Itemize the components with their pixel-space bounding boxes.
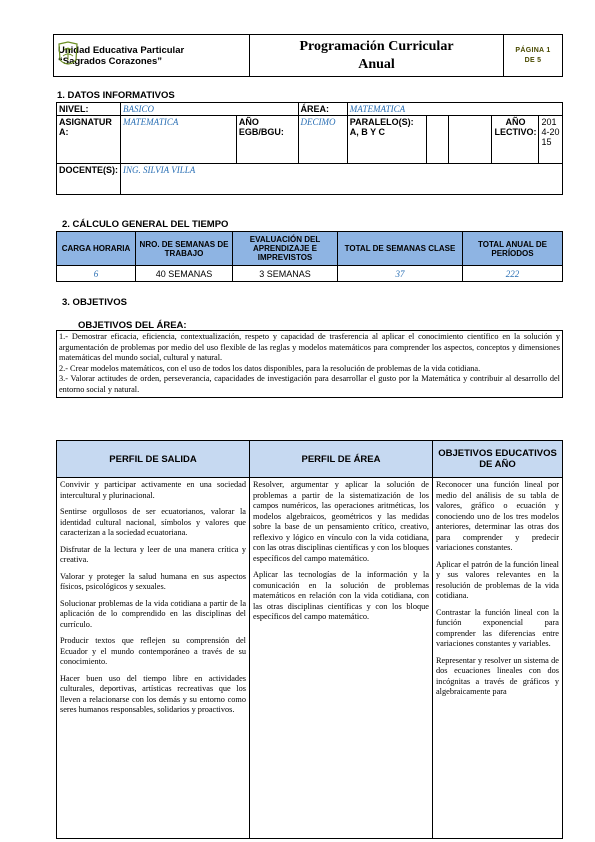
school-line-1: Unidad Educativa Particular	[58, 44, 185, 56]
nivel-label: NIVEL:	[57, 103, 121, 116]
page-number: PÁGINA 1 DE 5	[504, 35, 563, 77]
objetivo-area-1: 1.- Demostrar eficacia, eficiencia, contextualización, respeto y capacidad de trasferencia al aplicar el conocimiento científico en la solución y argumentación de problemas por medio del uso flexible de las reglas y modelos matemáticos para comprender los aspectos, conceptos y dimensiones matemáticas del mundo social, cultural y natural.	[59, 332, 560, 362]
school-logo-icon	[56, 40, 80, 70]
asignatura-value: MATEMATICA	[121, 116, 237, 164]
value-total-semanas: 37	[338, 266, 463, 282]
area-value: MATEMATICA	[347, 103, 562, 116]
anio-value: DECIMO	[298, 116, 347, 164]
list-item: Sentirse orgullosos de ser ecuatorianos, valorar la identidad cultural nacional, símbolos y valores que caracterizan a la sociedad ecuatoriana.	[60, 507, 246, 537]
list-item: Representar y resolver un sistema de dos ecuaciones lineales con dos incógnitas a través de gráficos y algebraicamente para	[436, 655, 559, 696]
col-nro-semanas: NRO. DE SEMANAS DE TRABAJO	[136, 232, 233, 266]
list-item: Solucionar problemas de la vida cotidiana a partir de la aplicación de lo comprendido en las disciplinas del currículo.	[60, 598, 246, 629]
value-evaluacion: 3 SEMANAS	[233, 266, 338, 282]
lectivo-value: 2014-2015	[539, 116, 563, 164]
list-item: Aplicar el patrón de la función lineal y sus valores relevantes en la resolución de problemas de la vida cotidiana.	[436, 559, 559, 600]
empty-cell	[448, 116, 492, 164]
value-carga-horaria: 6	[57, 266, 136, 282]
col-total-anual: TOTAL ANUAL DE PERÍODOS	[463, 232, 563, 266]
objetivos-area-cell	[57, 331, 563, 398]
value-nro-semanas: 40 SEMANAS	[136, 266, 233, 282]
objetivo-area-2: 2.- Crear modelos matemáticos, con el uso de todos los datos disponibles, para la resolución de problemas de la vida cotidiana.	[59, 363, 481, 373]
objetivos-anio-cell	[433, 478, 563, 839]
list-item: Contrastar la función lineal con la función exponencial para comprender las diferencias entre variaciones constantes y variables.	[436, 607, 559, 648]
asignatura-label: ASIGNATURA:	[57, 116, 121, 164]
objetivos-area-heading: OBJETIVOS DEL ÁREA:	[78, 320, 187, 331]
perfil-area-header: PERFIL DE ÁREA	[250, 441, 433, 478]
section-1-heading: 1. DATOS INFORMATIVOS	[57, 90, 175, 101]
paralelo-value: A, B Y C	[349, 127, 385, 137]
school-line-2: “Sagrados Corazones”	[58, 55, 162, 67]
anio-label: AÑO EGB/BGU:	[236, 116, 298, 164]
paralelo-label: PARALELO(S): A, B Y C	[347, 116, 426, 164]
list-item: Disfrutar de la lectura y leer de una manera crítica y creativa.	[60, 544, 246, 564]
list-item: Aplicar las tecnologías de la información y la comunicación en la solución de problemas matemáticos en relación con la vida cotidiana, con las otras disciplinas científicas y con los bloque específicos del campo matemático.	[253, 570, 429, 621]
col-carga-horaria: CARGA HORARIA	[57, 232, 136, 266]
datos-informativos-table	[56, 102, 563, 195]
perfiles-table	[56, 440, 563, 839]
perfil-area-cell	[250, 478, 433, 839]
docente-value: ING. SILVIA VILLA	[121, 164, 563, 195]
objetivos-anio-header: OBJETIVOS EDUCATIVOS DE AÑO	[433, 441, 563, 478]
objetivos-area-table	[56, 330, 563, 398]
list-item: Reconocer una función lineal por medio del análisis de su tabla de valores, gráfico o ecuación y conociendo uno de los tres modelos anteriores, determinar las otras dos para comprender y predecir variaciones constantes.	[436, 480, 559, 552]
list-item: Valorar y proteger la salud humana en sus aspectos físicos, psicológicos y sexuales.	[60, 571, 246, 591]
perfil-salida-header: PERFIL DE SALIDA	[57, 441, 250, 478]
lectivo-label: AÑO LECTIVO:	[492, 116, 539, 164]
section-3-heading: 3. OBJETIVOS	[62, 297, 127, 308]
docente-label: DOCENTE(S):	[57, 164, 121, 195]
col-total-semanas: TOTAL DE SEMANAS CLASE	[338, 232, 463, 266]
col-evaluacion: EVALUACIÓN DEL APRENDIZAJE E IMPREVISTOS	[233, 232, 338, 266]
list-item: Hacer buen uso del tiempo libre en actividades culturales, deportivas, artísticas recreativas que los lleven a relacionarse con los demás y su entorno como seres humanos responsables, solidarios y proactivos.	[60, 673, 246, 714]
list-item: Resolver, argumentar y aplicar la solución de problemas a partir de la sistematización de los campos numéricos, las operaciones aritméticas, los modelos algebraicos, geométricos y las medidas sobre la base de un pensamiento crítico, creativo, reflexivo y lógico en vínculo con la vida cotidiana, con las otras disciplinas científicas y con los bloques específicos del campo matemático.	[253, 480, 429, 563]
document-title: Programación Curricular Anual	[250, 35, 504, 77]
perfil-salida-cell	[57, 478, 250, 839]
area-label: ÁREA:	[298, 103, 347, 116]
empty-cell	[426, 116, 448, 164]
objetivo-area-3: 3.- Valorar actitudes de orden, perseverancia, capacidades de investigación para desarrollar el gusto por la Matemática y contribuir al desarrollo del entorno social y natural.	[59, 374, 560, 394]
value-total-anual: 222	[463, 266, 563, 282]
list-item: Convivir y participar activamente en una sociedad intercultural y plurinacional.	[60, 480, 246, 500]
nivel-value: BASICO	[121, 103, 299, 116]
document-header	[53, 34, 563, 77]
tiempo-table	[56, 231, 563, 282]
school-name-cell	[54, 35, 250, 77]
list-item: Producir textos que reflejen su comprensión del Ecuador y el mundo contemporáneo a través de su conocimiento.	[60, 636, 246, 666]
section-2-heading: 2. CÁLCULO GENERAL DEL TIEMPO	[62, 219, 229, 230]
